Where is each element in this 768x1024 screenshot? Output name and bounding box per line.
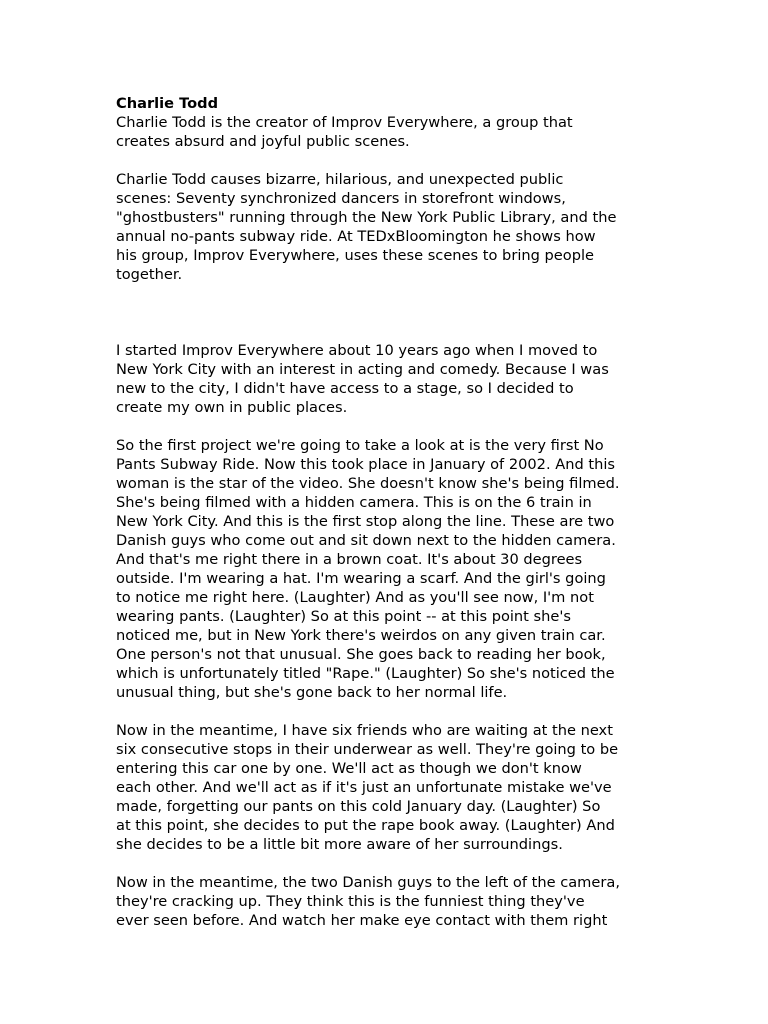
speaker-bio: Charlie Todd is the creator of Improv Everywhere, a group that creates absurd and joyful public scenes. [116,114,573,150]
transcript-paragraph: Now in the meantime, I have six friends who are waiting at the next six consecutive stops in their underwear as well. They're going to be entering this car one by one. We'll act as though we don't know each other. And we'll act as if it's just an unfortunate mistake we've made, forgetting our pants on this cold January day. (Laughter) So at this point, she decides to put the rape book away. (Laughter) And she decides to be a little bit more aware of her surroundings. [116,722,619,853]
transcript-paragraph: Now in the meantime, the two Danish guys to the left of the camera, they're cracking up. They think this is the funniest thing they've ever seen before. And watch her make eye contact with them right [116,874,620,929]
document-title: Charlie Todd [116,95,219,112]
transcript-paragraph: I started Improv Everywhere about 10 years ago when I moved to New York City with an interest in acting and comedy. Because I was new to the city, I didn't have access to a stage, so I decided to create my own in public places. [116,342,609,416]
transcript-paragraph: So the first project we're going to take a look at is the very first No Pants Subway Ride. Now this took place in January of 2002. And this woman is the star of the video. She doesn't know she's being filmed. She's being filmed with a hidden camera. This is on the 6 train in New York City. And this is the first stop along the line. These are two Danish guys who come out and sit down next to the hidden camera. And that's me right there in a brown coat. It's about 30 degrees outside. I'm wearing a hat. I'm wearing a scarf. And the girl's going to notice me right here. (Laughter) And as you'll see now, I'm not wearing pants. (Laughter) So at this point -- at this point she's noticed me, but in New York there's weirdos on any given train car. One person's not that unusual. She goes back to reading her book, which is unfortunately titled "Rape." (Laughter) So she's noticed the unusual thing, but she's gone back to her normal life. [116,437,620,701]
document-page [116,94,656,930]
talk-summary: Charlie Todd causes bizarre, hilarious, and unexpected public scenes: Seventy synchronized dancers in storefront windows, "ghostbusters" running through the New York Public Library, and the annual no-pants subway ride. At TEDxBloomington he shows how his group, Improv Everywhere, uses these scenes to bring people together. [116,171,617,283]
